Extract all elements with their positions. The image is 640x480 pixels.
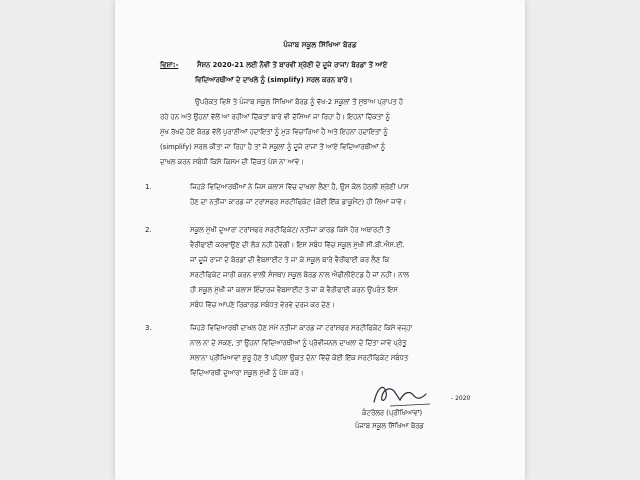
point-3-line-3: ਸਲਾਨਾ ਪ੍ਰੀਖਿਆਵਾਂ ਸ਼ੁਰੂ ਹੋਣ ਤੋਂ ਪਹਿਲਾਂ ਉਕਤ ਦੋਨਾ ਵਿੱਚੋਂ ਕੋਈ ਇੱਕ ਸਰਟੀਫਿਕੇਟ ਸਬੰਧਤ <box>190 354 409 362</box>
point-number: 2. <box>145 226 152 234</box>
intro-line-4: (simplify) ਸਰਲ ਕੀਤਾ ਜਾ ਰਿਹਾ ਹੈ ਤਾਂ ਜੋ ਸਕੂਲਾਂ ਨੂੰ ਦੂਜੇ ਰਾਜਾਂ ਤੋਂ ਆਏ ਵਿਦਿਆਰਥੀਆਂ ਨੂੰ <box>160 143 385 151</box>
signatory-title: ਕੰਟਰੋਲਰ (ਪ੍ਰੀਖਿਆਵਾਂ) <box>362 409 423 417</box>
subject-line-2: ਵਿਦਿਆਰਥੀਆਂ ਦੇ ਦਾਖਲੇ ਨੂੰ (simplify) ਸਰਲ ਕਰਨ ਬਾਰੇ। <box>195 76 353 84</box>
point-2-line-6: ਸਬੰਧ ਵਿੱਚ ਆਪਣੇ ਰਿਕਾਰਡ ਸਬੰਧਤ ਵੇਰਵੇ ਦਰਜ ਕਰ ਦੇਣ। <box>190 301 335 309</box>
point-3-line-2: ਨਾਲ ਨਾ ਦੇ ਸਕਣ, ਤਾਂ ਉਹਨਾਂ ਵਿਦਿਆਰਥੀਆਂ ਨੂੰ ਪ੍ਰੋਵੀਜਨਲ ਦਾਖਲਾ ਦੇ ਦਿੱਤਾ ਜਾਵੇ ਪ੍ਰੰਤੂ <box>190 339 407 347</box>
point-2-line-1: ਸਕੂਲ ਮੁੱਖੀ ਦੁਆਰਾ ਟਰਾਂਸਫਰ ਸਰਟੀਫਿਕੇਟ/ ਨਤੀਜਾ ਕਾਰਡ ਕਿਸੇ ਹੋਰ ਅਥਾਰਟੀ ਤੋਂ <box>190 226 391 234</box>
point-2-line-3: ਜਾਂ ਦੂਜੇ ਰਾਜਾਂ ਦੇ ਬੋਰਡਾਂ ਦੀ ਵੈਬਸਾਈਟ ਤੇ ਜਾ ਕੇ ਸਕੂਲ ਬਾਰੇ ਵੈਰੀਫਾਈ ਕਰ ਲੈਣ ਕਿ <box>190 256 390 264</box>
document-header: ਪੰਜਾਬ ਸਕੂਲ ਸਿੱਖਿਆ ਬੋਰਡ <box>283 40 357 49</box>
subject-line-1: ਸੈਸ਼ਨ 2020-21 ਲਈ ਨੌਵੀਂ ਤੋਂ ਬਾਰਵੀਂ ਸ਼੍ਰੇਣੀ ਦੇ ਦੂਜੇ ਰਾਜਾਂ/ ਬੋਰਡਾਂ ਤੋਂ ਆਏ <box>197 61 388 69</box>
point-1-line-2: ਹੋਣ ਦਾ ਨਤੀਜਾ ਕਾਰਡ ਜਾਂ ਟਰਾਂਸਫਰ ਸਰਟੀਫਿਕੇਟ (ਕੋਈ ਇੱਕ ਡਾਕੂਮੈਂਟ) ਹੀ ਲਿਆ ਜਾਵੇ। <box>190 198 407 206</box>
signature-date: - 2020 <box>451 395 471 402</box>
point-1-line-1: ਜਿਹੜੇ ਵਿਦਿਆਰਥੀਆਂ ਨੇ ਜਿਸ ਕਲਾਸ ਵਿੱਚ ਦਾਖਲਾ ਲੈਣਾ ਹੈ, ਉਸ ਕੋਲ ਹੇਠਲੀ ਸ਼੍ਰੇਣੀ ਪਾਸ <box>190 183 409 191</box>
point-3-line-1: ਜਿਹੜੇ ਵਿਦਿਆਰਥੀ ਦਾਖਲ ਹੋਣ ਸਮੇਂ ਨਤੀਜਾ ਕਾਰਡ ਜਾਂ ਟਰਾਂਸਫਰ ਸਰਟੀਫਿਕੇਟ ਕਿਸੇ ਵਜ੍ਹਾ <box>190 324 413 332</box>
point-3-line-4: ਵਿਦਿਆਰਥੀ ਦੁਆਰਾ ਸਕੂਲ ਮੁੱਖੀ ਨੂੰ ਪੇਸ਼ ਕਰੇ। <box>190 369 304 377</box>
point-number: 1. <box>145 183 152 191</box>
point-2-line-4: ਸਰਟੀਫਿਕੇਟ ਜਾਰੀ ਕਰਨ ਵਾਲੀ ਸੰਸਥਾ/ ਸਕੂਲ ਬੋਰਡ ਨਾਲ ਐਫੀਲੀਏਟਡ ਹੈ ਜਾਂ ਨਹੀਂ। ਨਾਲ <box>190 271 409 279</box>
intro-line-2: ਰਹੇ ਹਨ ਅਤੇ ਉਹਨਾਂ ਵੱਲੋਂ ਆ ਰਹੀਆਂ ਦਿੱਕਤਾਂ ਬਾਰੇ ਵੀ ਦੱਸਿਆ ਜਾ ਰਿਹਾ ਹੈ। ਇਹਨਾਂ ਦਿੱਕਤਾਂ ਨੂੰ <box>160 113 390 121</box>
handwritten-signature <box>370 380 460 410</box>
document-page <box>115 0 525 480</box>
point-2-line-5: ਹੀ ਸਕੂਲ ਮੁੱਖੀ ਜਾਂ ਕਲਾਸ ਇੰਚਾਰਜ ਵੈਬਸਾਈਟ ਤੇ ਜਾ ਕੇ ਵੈਰੀਫਾਈ ਕਰਨ ਉਪਰੰਤ ਇਸ <box>190 286 398 294</box>
intro-line-3: ਮੁੱਖ ਰੱਖਦੇ ਹੋਏ ਬੋਰਡ ਵੱਲੋਂ ਪੁਰਾਣੀਆਂ ਹਦਾਇਤਾਂ ਨੂੰ ਮੁੜ ਵਿਚਾਰਿਆ ਹੈ ਅਤੇ ਇਹਨਾਂ ਹਦਾਇਤਾਂ ਨੂੰ <box>160 128 388 136</box>
point-number: 3. <box>145 324 152 332</box>
subject-label: ਵਿਸ਼ਾ:- <box>160 61 179 69</box>
point-2-line-2: ਵੈਰੀਫਾਈ ਕਰਵਾਉਣ ਦੀ ਲੋੜ ਨਹੀਂ ਹੋਵੇਗੀ। ਇਸ ਸਬੰਧ ਵਿੱਚ ਸਕੂਲ ਮੁੱਖੀ ਸੀ.ਬੀ.ਐਸ.ਈ. <box>190 241 405 249</box>
intro-line-5: ਦਾਖਲ ਕਰਨ ਸਬੰਧੀ ਕਿਸੇ ਕਿਸਮ ਦੀ ਦਿੱਕਤ ਪੇਸ਼ ਨਾ ਆਵੇ। <box>160 158 304 166</box>
intro-line-1: ਉਪਰੋਕਤ ਵਿਸ਼ੇ ਤੇ ਪੰਜਾਬ ਸਕੂਲ ਸਿੱਖਿਆ ਬੋਰਡ ਨੂੰ ਵੱਖ-2 ਸਕੂਲਾਂ ਤੋਂ ਸੁਝਾਅ ਪ੍ਰਾਪਤ ਹੋ <box>195 98 403 106</box>
signatory-org: ਪੰਜਾਬ ਸਕੂਲ ਸਿੱਖਿਆ ਬੋਰਡ <box>355 422 424 430</box>
